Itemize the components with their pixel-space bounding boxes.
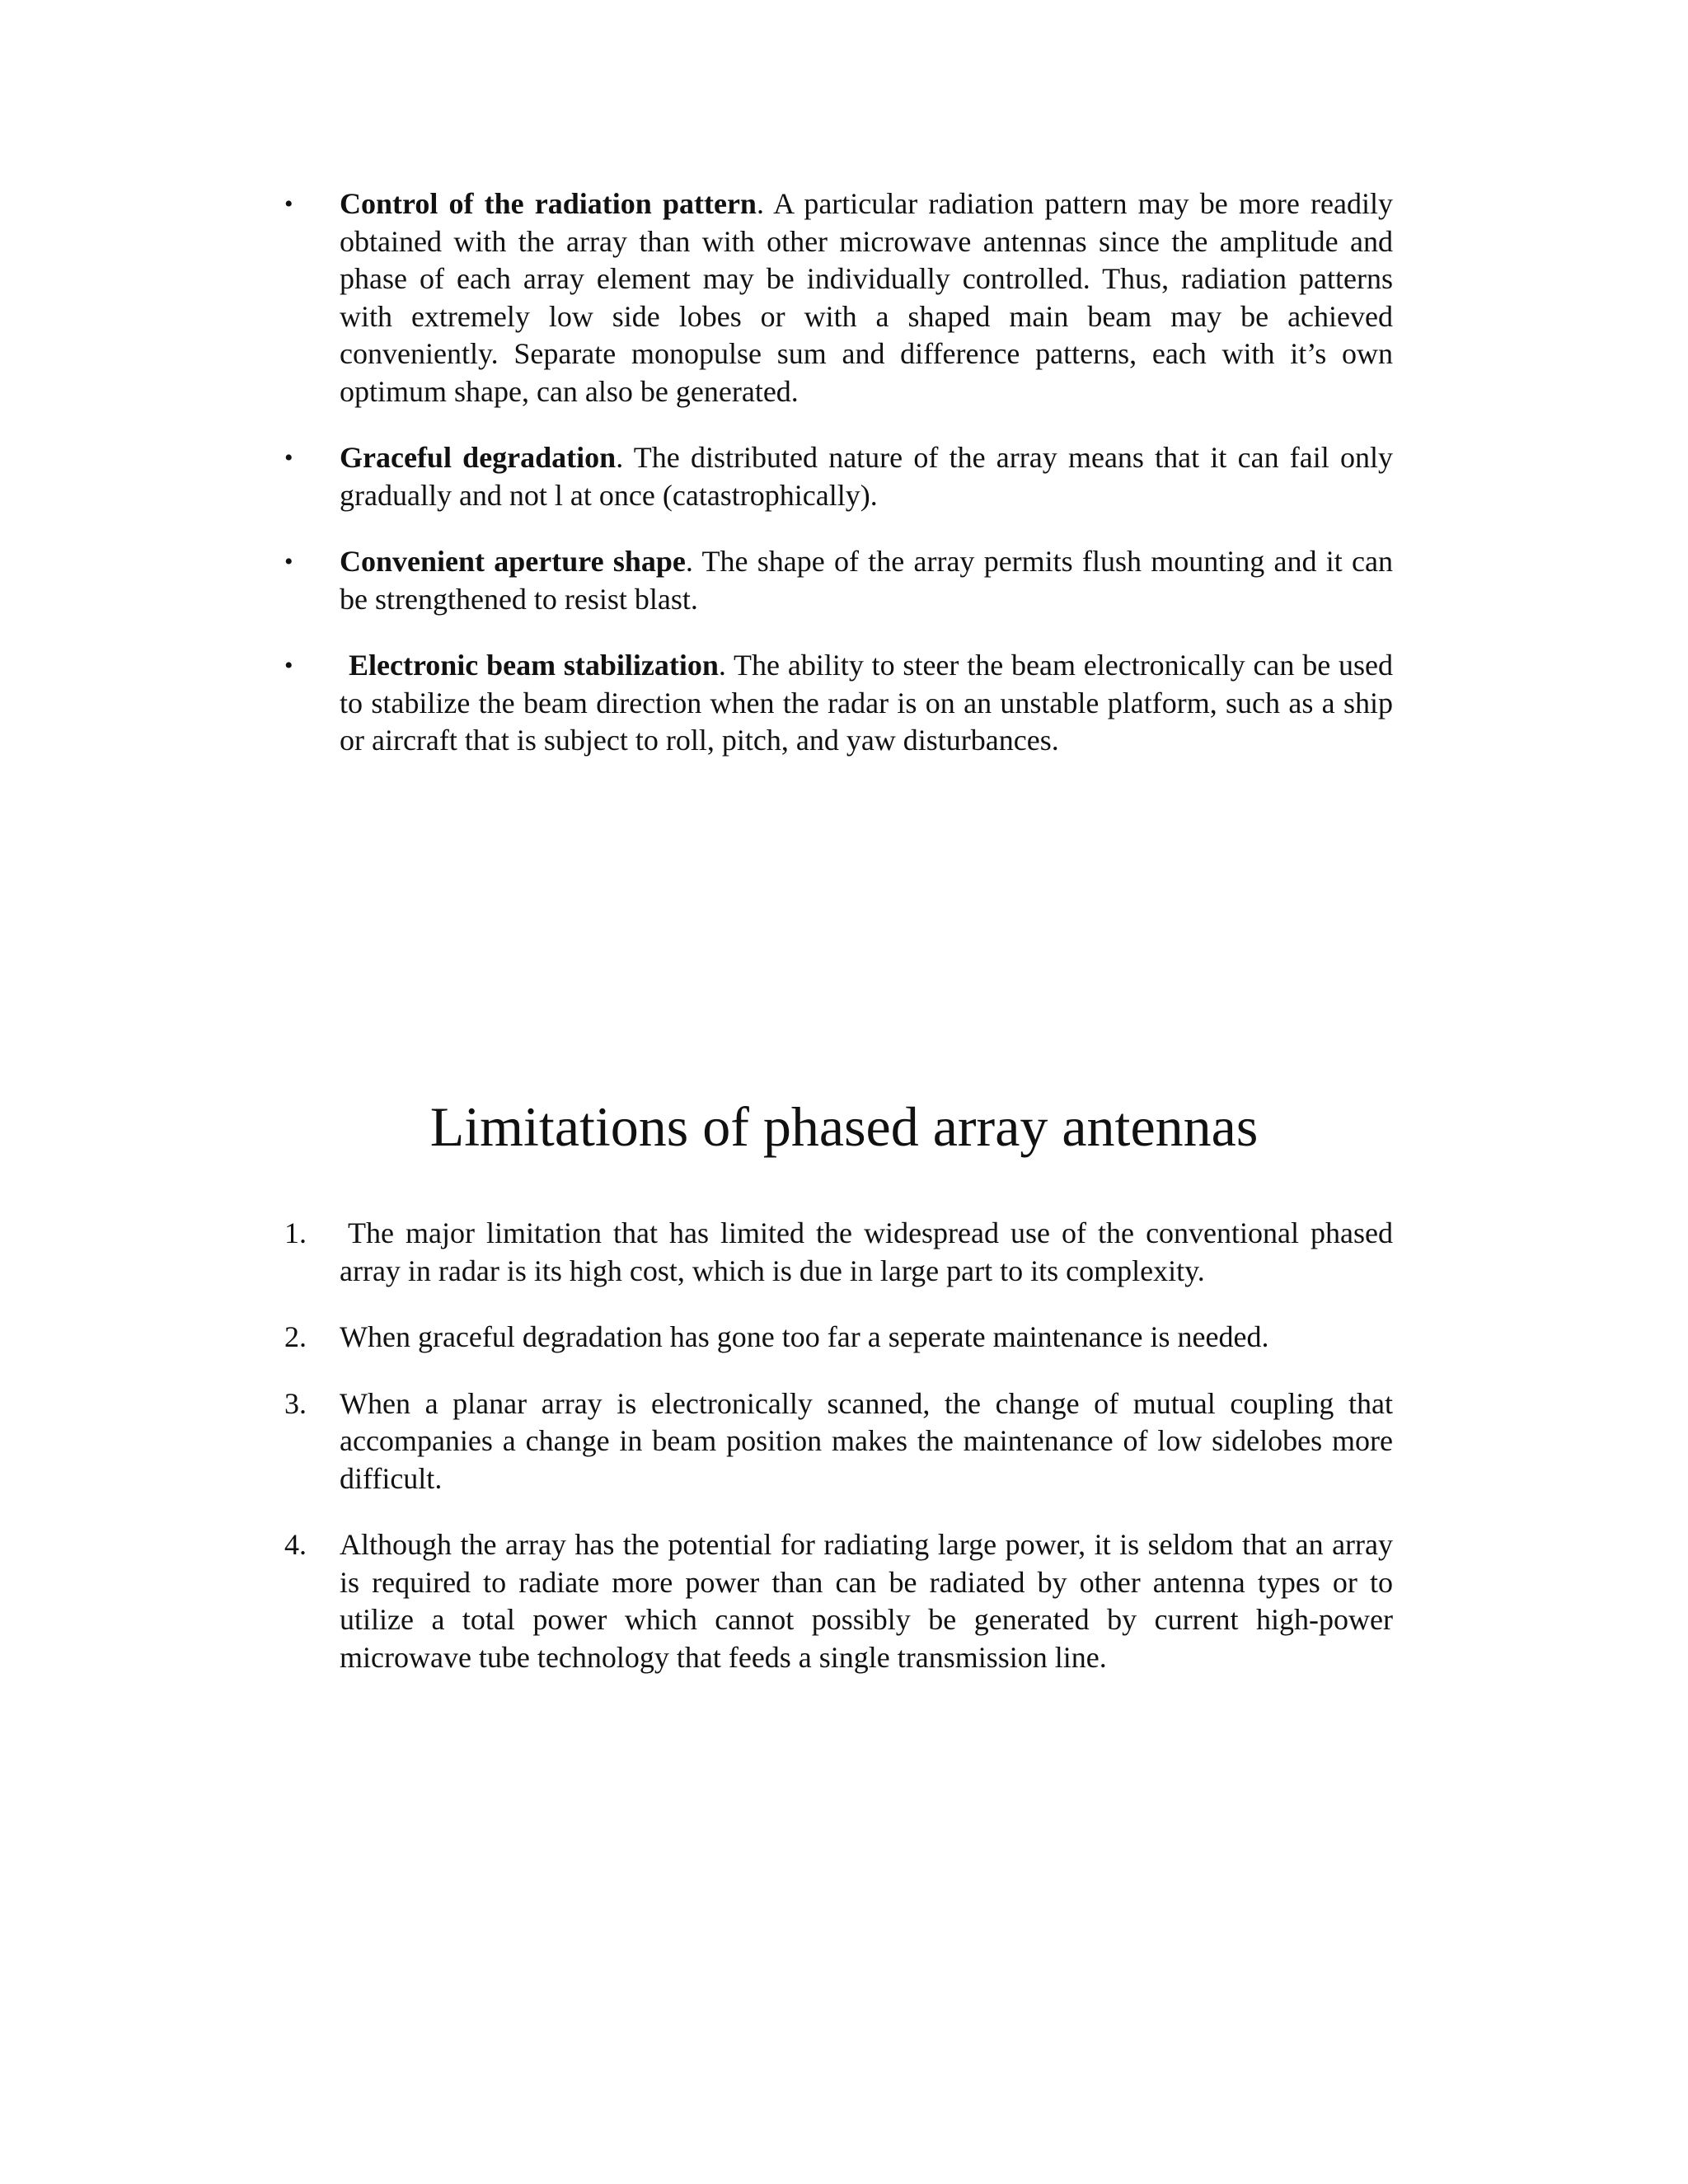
bullet-text: . The shape of the array permits flush mounting and it can be strengthened to resist blast. (340, 545, 1393, 616)
limitation-item-3 (284, 1385, 1393, 1498)
bullet-item-graceful-degradation (284, 439, 1393, 514)
limitation-item-4 (284, 1526, 1393, 1676)
section-heading (0, 1090, 1688, 1164)
list-number: 3. (284, 1386, 307, 1420)
limitation-text: Although the array has the potential for radiating large power, it is seldom that an array is required to radiate more power than can be radiated by other antenna types or to utilize a total power which cannot possibly be generated by current high-power microwave tube technology that feeds a single transmission line. (340, 1528, 1393, 1674)
limitation-item-1 (284, 1215, 1393, 1290)
section-heading-text: Limitations of phased array antennas (429, 1095, 1259, 1158)
bullet-text: . A particular radiation pattern may be more readily obtained with the array than with other microwave antennas since the amplitude and phase of each array element may be individually controlled. Thus, radiation patterns with extremely low side lobes or with a shaped main beam may be achieved conveniently. Separate monopulse sum and difference patterns, each with it’s own optimum shape, can also be generated. (340, 187, 1393, 408)
bullet-item-radiation-pattern (284, 185, 1393, 410)
bullet-marker: • (284, 444, 293, 471)
bullet-text: . The distributed nature of the array means that it can fail only gradually and not l at once (catastrophically). (340, 441, 1393, 512)
advantages-bullet-list (284, 185, 1393, 789)
bullet-marker: • (284, 652, 293, 679)
bullet-marker: • (284, 548, 293, 575)
bullet-text: . The ability to steer the beam electronically can be used to stabilize the beam direction when the radar is on an unstable platform, such as a ship or aircraft that is subject to roll, pitch, and yaw disturbances. (340, 649, 1393, 757)
list-number: 4. (284, 1528, 307, 1561)
limitation-text: The major limitation that has limited the widespread use of the conventional phased array in radar is its high cost, which is due in large part to its complexity. (340, 1216, 1393, 1287)
bullet-item-beam-stabilization (284, 647, 1393, 760)
list-number: 1. (284, 1216, 307, 1249)
bullet-lead: Electronic beam stabilization (349, 649, 719, 682)
limitation-item-2 (284, 1319, 1393, 1357)
bullet-lead: Convenient aperture shape (340, 545, 686, 578)
bullet-lead: Control of the radiation pattern (340, 187, 757, 220)
bullet-marker: • (284, 190, 293, 218)
limitation-text: When graceful degradation has gone too far a seperate maintenance is needed. (340, 1320, 1269, 1353)
limitation-text: When a planar array is electronically scanned, the change of mutual coupling that accompanies a change in beam position makes the maintenance of low sidelobes more difficult. (340, 1386, 1393, 1495)
bullet-item-aperture-shape (284, 543, 1393, 618)
limitations-numbered-list (284, 1215, 1393, 1705)
bullet-lead: Graceful degradation (340, 441, 617, 474)
list-number: 2. (284, 1320, 307, 1353)
